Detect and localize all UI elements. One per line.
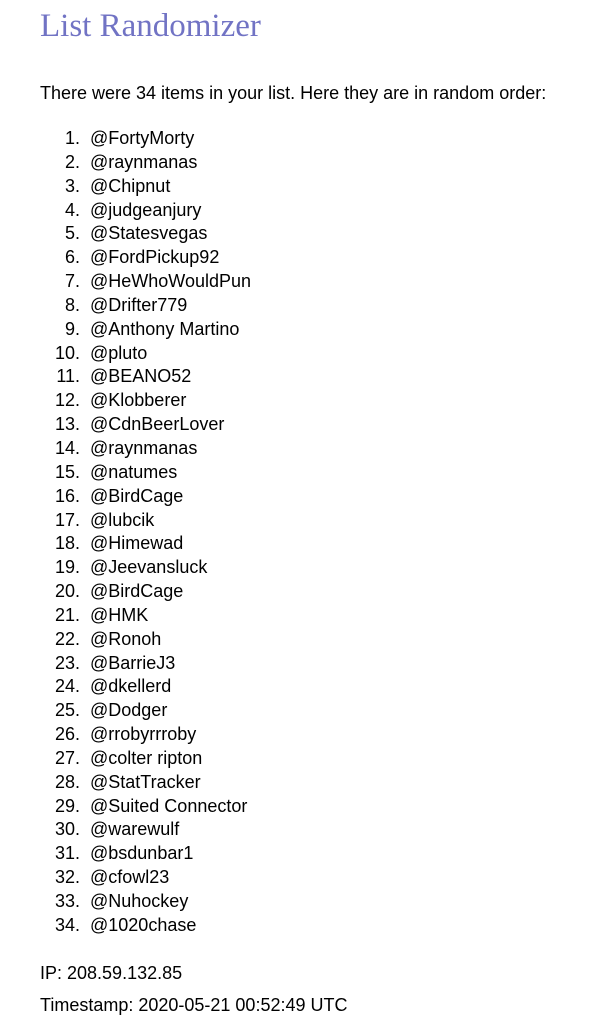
list-item xyxy=(40,485,251,509)
list-item-value: @dkellerd xyxy=(90,676,172,697)
list-item xyxy=(40,199,251,223)
list-item-value: @raynmanas xyxy=(90,151,198,172)
list-item-number: 6. xyxy=(64,247,80,268)
list-item-number: 18. xyxy=(54,533,80,554)
list-item xyxy=(40,294,251,318)
list-item-number: 28. xyxy=(54,771,80,792)
list-item-value: @Klobberer xyxy=(90,390,187,411)
list-item-value: @natumes xyxy=(90,461,178,482)
list-item xyxy=(40,652,251,676)
list-item-value: @Chipnut xyxy=(90,175,171,196)
timestamp: Timestamp: 2020-05-21 00:52:49 UTC xyxy=(40,995,348,1015)
list-item-value: @cfowl23 xyxy=(90,867,170,888)
list-item-number: 16. xyxy=(54,485,80,506)
list-item-value: @HMK xyxy=(90,604,149,625)
list-item-value: @BEANO52 xyxy=(90,366,192,387)
list-item-value: @FortyMorty xyxy=(90,128,195,148)
list-item xyxy=(40,413,251,437)
list-item-value: @Drifter779 xyxy=(90,294,188,315)
list-item-number: 33. xyxy=(54,891,80,911)
list-item-value: @FordPickup92 xyxy=(90,247,220,268)
list-item xyxy=(40,365,251,389)
list-item-number: 2. xyxy=(64,151,80,172)
list-item-number: 4. xyxy=(64,199,80,220)
list-item-number: 5. xyxy=(64,223,80,244)
list-item xyxy=(40,342,251,366)
list-item xyxy=(40,127,251,151)
list-item-number: 9. xyxy=(64,318,80,339)
list-item xyxy=(40,795,251,819)
list-item-value: @Jeevansluck xyxy=(90,557,208,578)
list-item-number: 32. xyxy=(54,867,80,888)
list-item xyxy=(40,771,251,795)
list-item xyxy=(40,914,251,938)
list-item xyxy=(40,389,251,413)
list-item-number: 22. xyxy=(54,628,80,649)
list-item xyxy=(40,151,251,175)
list-item xyxy=(40,628,251,652)
list-item xyxy=(40,818,251,842)
list-item-number: 26. xyxy=(54,724,80,745)
list-item-value: @Anthony Martino xyxy=(90,318,240,339)
list-item xyxy=(40,747,251,771)
list-item-value: @Dodger xyxy=(90,700,168,721)
list-item-number: 12. xyxy=(54,390,80,411)
list-item-value: @colter ripton xyxy=(90,747,203,768)
list-item-value: @Nuhockey xyxy=(90,891,189,911)
list-item xyxy=(40,246,251,270)
list-item-number: 34. xyxy=(54,914,80,935)
list-item xyxy=(40,222,251,246)
list-item-number: 11. xyxy=(56,366,80,387)
list-item-number: 7. xyxy=(64,271,80,292)
list-item-value: @warewulf xyxy=(90,819,180,840)
list-item xyxy=(40,866,251,890)
list-item-number: 25. xyxy=(54,700,80,721)
list-item-number: 20. xyxy=(54,581,80,602)
list-item xyxy=(40,175,251,199)
list-item-number: 19. xyxy=(54,557,80,578)
list-item-number: 17. xyxy=(54,509,80,530)
list-item xyxy=(40,604,251,628)
list-item xyxy=(40,842,251,866)
list-item-value: @BirdCage xyxy=(90,581,184,602)
list-item xyxy=(40,461,251,485)
list-item-value: @bsdunbar1 xyxy=(90,843,194,864)
list-item xyxy=(40,509,251,533)
list-item xyxy=(40,318,251,342)
list-item xyxy=(40,699,251,723)
randomized-list xyxy=(40,127,251,938)
list-item-value: @judgeanjury xyxy=(90,199,202,220)
list-item-value: @lubcik xyxy=(90,509,155,530)
list-item-value: @CdnBeerLover xyxy=(90,414,225,435)
intro-text: There were 34 items in your list. Here they are in random order: xyxy=(40,83,547,103)
list-item-value: @Himewad xyxy=(90,533,184,554)
list-item-number: 27. xyxy=(54,747,80,768)
list-item-value: @Statesvegas xyxy=(90,223,208,244)
list-item-number: 14. xyxy=(54,437,80,458)
list-item-number: 1. xyxy=(64,128,80,148)
list-item-number: 29. xyxy=(54,795,80,816)
list-item xyxy=(40,723,251,747)
list-item-value: @rrobyrrroby xyxy=(90,724,197,745)
list-item xyxy=(40,890,251,914)
list-item xyxy=(40,270,251,294)
list-item-value: @BarrieJ3 xyxy=(90,652,176,673)
list-item-value: @raynmanas xyxy=(90,437,198,458)
list-item-number: 23. xyxy=(54,652,80,673)
list-item-number: 8. xyxy=(64,294,80,315)
list-item-value: @BirdCage xyxy=(90,485,184,506)
list-item-value: @HeWhoWouldPun xyxy=(90,271,252,292)
list-item-number: 30. xyxy=(54,819,80,840)
list-item xyxy=(40,437,251,461)
list-item xyxy=(40,556,251,580)
list-item-number: 24. xyxy=(54,676,80,697)
ip-address: IP: 208.59.132.85 xyxy=(40,963,183,983)
list-item-number: 3. xyxy=(64,175,80,196)
list-item-number: 15. xyxy=(54,461,80,482)
list-item-number: 21. xyxy=(54,604,80,625)
list-item-number: 31. xyxy=(54,843,80,864)
list-item-value: @pluto xyxy=(90,342,148,363)
list-item-number: 10. xyxy=(54,342,80,363)
list-item xyxy=(40,675,251,699)
list-item xyxy=(40,532,251,556)
list-item-value: @Ronoh xyxy=(90,628,162,649)
page-title: List Randomizer xyxy=(40,8,261,44)
list-item-value: @StatTracker xyxy=(90,771,201,792)
list-item-number: 13. xyxy=(54,414,80,435)
list-item xyxy=(40,580,251,604)
list-item-value: @Suited Connector xyxy=(90,795,248,816)
list-item-value: @1020chase xyxy=(90,914,197,935)
